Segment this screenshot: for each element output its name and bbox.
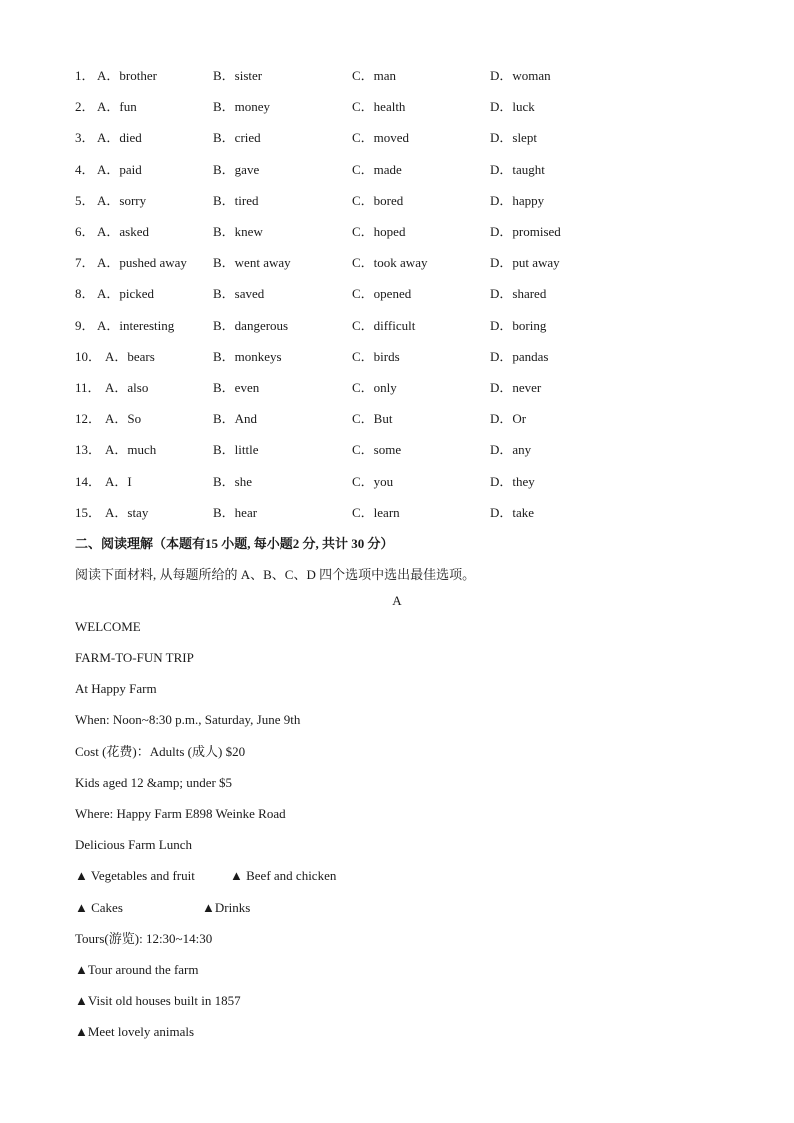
question-number: 2． <box>75 99 95 114</box>
option-c: C．bored <box>352 193 404 208</box>
question-number: 1． <box>75 68 95 83</box>
question-number: 8． <box>75 286 95 301</box>
question-row <box>75 128 595 148</box>
question-row <box>75 316 595 336</box>
option-b: B．hear <box>213 505 258 520</box>
question-row <box>75 409 595 429</box>
option-a: A．died <box>97 130 142 145</box>
question-number: 14． <box>75 474 102 489</box>
question-number: 6． <box>75 224 95 239</box>
passage-letter: A <box>392 593 402 608</box>
option-a: A．fun <box>97 99 137 114</box>
option-a: A．paid <box>97 162 142 177</box>
lunch-items-row-1 <box>75 866 475 886</box>
option-d: D．any <box>490 442 532 457</box>
lunch-item: ▲ Beef and chicken <box>230 868 337 883</box>
option-c: C．only <box>352 380 397 395</box>
option-b: B．monkeys <box>213 349 282 364</box>
option-c: C．But <box>352 411 393 426</box>
option-d: D．they <box>490 474 535 489</box>
question-row <box>75 503 595 523</box>
option-c: C．health <box>352 99 406 114</box>
question-row <box>75 253 595 273</box>
question-number: 4． <box>75 162 95 177</box>
option-d: D．shared <box>490 286 547 301</box>
option-b: B．little <box>213 442 259 457</box>
option-c: C．you <box>352 474 394 489</box>
option-d: D．take <box>490 505 535 520</box>
option-c: C．learn <box>352 505 400 520</box>
question-row <box>75 440 595 460</box>
option-c: C．took away <box>352 255 428 270</box>
option-a: A．asked <box>97 224 149 239</box>
option-a: A．much <box>105 442 157 457</box>
question-number: 15． <box>75 505 102 520</box>
option-c: C．made <box>352 162 402 177</box>
option-c: C．hoped <box>352 224 406 239</box>
question-row <box>75 347 595 367</box>
option-b: B．she <box>213 474 253 489</box>
option-b: B．sister <box>213 68 263 83</box>
option-b: B．knew <box>213 224 263 239</box>
option-c: C．moved <box>352 130 410 145</box>
option-d: D．taught <box>490 162 545 177</box>
option-a: A．So <box>105 411 142 426</box>
option-a: A．bears <box>105 349 155 364</box>
option-c: C．man <box>352 68 397 83</box>
question-number: 10． <box>75 349 102 364</box>
option-d: D．slept <box>490 130 537 145</box>
passage-location: At Happy Farm <box>75 681 157 696</box>
lunch-item: ▲Drinks <box>202 900 251 915</box>
section-instruction: 阅读下面材料, 从每题所给的 A、B、C、D 四个选项中选出最佳选项。 <box>75 567 476 582</box>
option-a: A．sorry <box>97 193 147 208</box>
option-c: C．opened <box>352 286 412 301</box>
lunch-items-row-2 <box>75 898 475 918</box>
option-b: B．tired <box>213 193 259 208</box>
lunch-title: Delicious Farm Lunch <box>75 837 192 852</box>
passage-cost: Cost (花费)：Adults (成人) $20 <box>75 744 246 759</box>
question-row <box>75 378 595 398</box>
tour-item: ▲Visit old houses built in 1857 <box>75 993 241 1008</box>
option-a: A．brother <box>97 68 157 83</box>
option-c: C．some <box>352 442 402 457</box>
option-b: B．money <box>213 99 271 114</box>
option-d: D．Or <box>490 411 527 426</box>
tour-item: ▲Meet lovely animals <box>75 1024 195 1039</box>
question-number: 11． <box>75 380 101 395</box>
option-d: D．promised <box>490 224 561 239</box>
option-d: D．put away <box>490 255 560 270</box>
question-row <box>75 284 595 304</box>
lunch-item: ▲ Cakes <box>75 900 123 915</box>
option-c: C．birds <box>352 349 400 364</box>
option-a: A．also <box>105 380 149 395</box>
option-a: A．I <box>105 474 132 489</box>
option-b: B．saved <box>213 286 265 301</box>
option-b: B．And <box>213 411 258 426</box>
option-d: D．pandas <box>490 349 549 364</box>
option-a: A．picked <box>97 286 155 301</box>
question-row <box>75 160 595 180</box>
question-row <box>75 222 595 242</box>
option-d: D．never <box>490 380 542 395</box>
option-b: B．gave <box>213 162 260 177</box>
question-number: 9． <box>75 318 95 333</box>
option-d: D．happy <box>490 193 545 208</box>
question-number: 5． <box>75 193 95 208</box>
passage-when: When: Noon~8:30 p.m., Saturday, June 9th <box>75 712 301 727</box>
option-a: A．interesting <box>97 318 175 333</box>
question-row <box>75 191 595 211</box>
passage-kids-cost: Kids aged 12 &amp; under $5 <box>75 775 233 790</box>
question-number: 12． <box>75 411 102 426</box>
option-b: B．cried <box>213 130 261 145</box>
question-number: 13． <box>75 442 102 457</box>
option-b: B．went away <box>213 255 291 270</box>
option-c: C．difficult <box>352 318 416 333</box>
option-b: B．dangerous <box>213 318 289 333</box>
tour-item: ▲Tour around the farm <box>75 962 199 977</box>
lunch-item: ▲ Vegetables and fruit <box>75 868 195 883</box>
option-a: A．pushed away <box>97 255 187 270</box>
question-number: 7． <box>75 255 95 270</box>
option-d: D．luck <box>490 99 535 114</box>
section-title: 二、阅读理解（本题有15 小题, 每小题2 分, 共计 30 分） <box>75 536 394 551</box>
question-row <box>75 97 595 117</box>
passage-trip-title: FARM-TO-FUN TRIP <box>75 650 194 665</box>
option-d: D．boring <box>490 318 547 333</box>
question-number: 3． <box>75 130 95 145</box>
option-d: D．woman <box>490 68 551 83</box>
tours-title: Tours(游览): 12:30~14:30 <box>75 931 213 946</box>
question-row <box>75 66 595 86</box>
passage-welcome: WELCOME <box>75 619 141 634</box>
option-a: A．stay <box>105 505 149 520</box>
question-row <box>75 472 595 492</box>
option-b: B．even <box>213 380 260 395</box>
passage-where: Where: Happy Farm E898 Weinke Road <box>75 806 286 821</box>
